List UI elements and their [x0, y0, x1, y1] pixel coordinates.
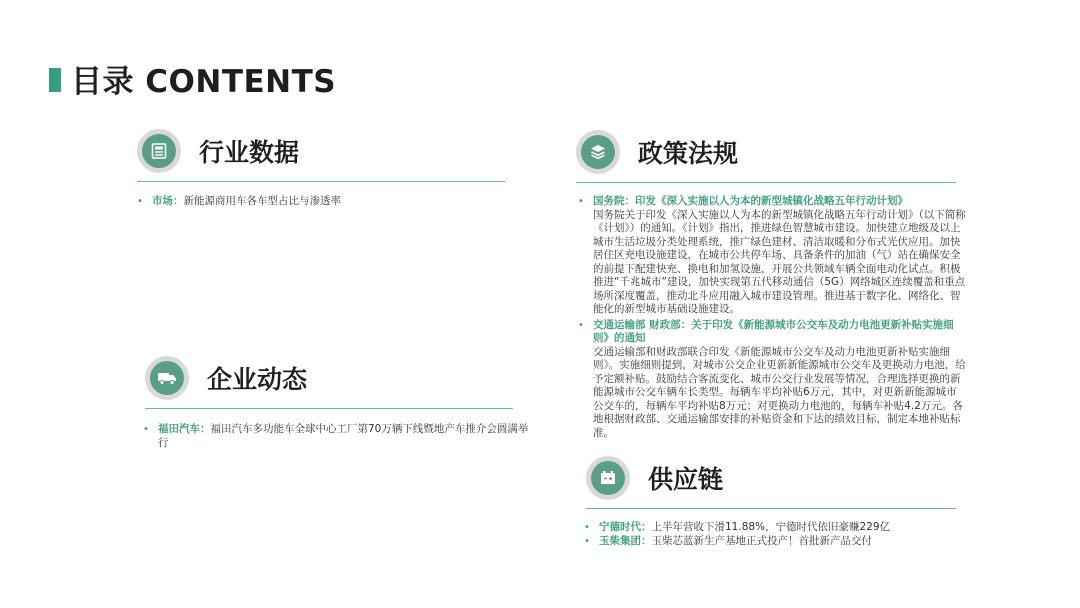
icon-ring — [145, 356, 189, 400]
bullet-icon: • — [137, 196, 143, 207]
section-header-industry — [137, 129, 299, 173]
item-key: 市场： — [152, 195, 184, 207]
section-header-policy — [576, 130, 738, 174]
title-accent-bar — [49, 68, 61, 92]
page-title: 目录 CONTENTS — [71, 64, 337, 100]
bullet-icon: • — [584, 535, 590, 547]
bullet-icon: • — [143, 424, 149, 435]
truck-icon — [150, 361, 184, 395]
battery-icon — [591, 461, 625, 495]
section-divider — [586, 508, 956, 509]
section-header-supply — [586, 456, 723, 500]
bullet-icon: • — [584, 522, 590, 533]
section-header-company — [145, 356, 307, 400]
item-key: 宁德时代： — [599, 521, 652, 533]
section-divider — [576, 182, 956, 183]
industry-list — [137, 195, 507, 209]
layers-icon — [581, 135, 615, 169]
newspaper-icon — [142, 134, 176, 168]
item-text: 交通运输部和财政部联合印发《新能源城市公交车及动力电池更新补贴实施细则》。实施细则提到，对城市公交企业更新新能源城市公交车及更换动力电池，给予定额补贴。鼓励结合客流变化、城市公交行业发展等情况，合理选择更换的新能源城市公交车辆车长类型。每辆车平均补贴6万元，其中，对更新新能源城市公交车的，每辆车平均补贴8万元；对更换动力电池的，每辆车补贴4.2万元。各地根据财政部、交通运输部安排的补贴资金和下达的绩效目标，制定本地补贴标准。 — [593, 345, 966, 439]
icon-ring — [576, 130, 620, 174]
list-item — [137, 195, 507, 209]
item-text: 福田汽车多功能车全球中心工厂第70万辆下线暨地产车推介会圆满举行 — [158, 423, 529, 449]
list-item — [584, 521, 972, 535]
item-key: 福田汽车： — [158, 423, 211, 435]
section-title: 企业动态 — [207, 365, 308, 394]
section-title: 行业数据 — [199, 138, 300, 167]
item-key: 交通运输部 财政部：关于印发《新能源城市公交车及动力电池更新补贴实施细则》的通知 — [593, 318, 954, 344]
item-key: 国务院：印发《深入实施以人为本的新型城镇化战略五年行动计划》 — [593, 195, 908, 207]
item-text: 上半年营收下滑11.88%，宁德时代依旧豪赚229亿 — [651, 521, 891, 533]
section-divider — [145, 408, 513, 409]
section-divider — [137, 181, 505, 182]
icon-ring — [137, 129, 181, 173]
item-text: 新能源商用车各车型占比与渗透率 — [183, 195, 341, 207]
list-item — [143, 423, 531, 450]
bullet-icon: • — [578, 319, 584, 331]
item-key: 玉柴集团： — [599, 534, 652, 547]
section-title: 政策法规 — [638, 139, 739, 168]
item-text: 玉柴芯蓝新生产基地正式投产！首批新产品交付 — [651, 534, 872, 547]
policy-list — [578, 195, 966, 440]
list-item — [578, 319, 966, 441]
bullet-icon: • — [578, 196, 584, 207]
section-title: 供应链 — [648, 465, 724, 494]
icon-ring — [586, 456, 630, 500]
company-list — [143, 423, 531, 450]
item-text: 国务院关于印发《深入实施以人为本的新型城镇化战略五年行动计划》（以下简称《计划》）的通知。《计划》指出，推进绿色智慧城市建设。加快建立地级及以上城市生活垃圾分类处理系统，推广绿色建材、清洁取暖和分布式光伏应用。加快居住区充电设施建设，在城市公共停车场、具备条件的加油（气）站在确保安全的前提下配建快充、换电和加氢设施，开展公共领域车辆全面电动化试点。积极推进“千兆城市”建设，加快实现第五代移动通信（5G）网络城区连续覆盖和重点场所深度覆盖，推动北斗应用融入城市建设管理。推进基于数字化、网络化、智能化的新型城市基础设施建设。 — [593, 208, 966, 315]
list-item — [584, 535, 972, 549]
supply-list — [584, 521, 972, 548]
list-item — [578, 195, 966, 317]
